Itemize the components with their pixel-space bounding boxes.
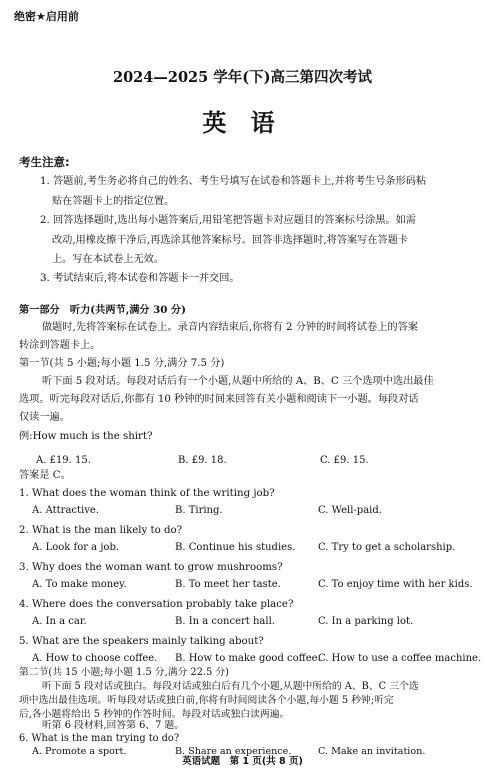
section2-directions-line: 项中选出最佳选项。听每段对话或独白前,你将有时间阅读各个小题,每小题 5 秒钟;听完 xyxy=(19,695,394,706)
section1-heading: 第一节(共 5 小题;每小题 1.5 分,满分 7.5 分) xyxy=(19,358,225,369)
notice-line: 2. 回答选择题时,选出每小题答案后,用铅笔把答题卡对应题目的答案标号涂黑。如需 xyxy=(40,215,416,226)
notice-line: 改动,用橡皮擦干净后,再选涂其他答案标号。回答非选择题时,将答案写在答题卡 xyxy=(52,234,409,246)
question-2-option-a: A. Look for a job. xyxy=(32,542,120,553)
material-note: 听第 6 段材料,回答第 6、7 题。 xyxy=(42,720,185,731)
part1-intro-line: 转涂到答题卡上。 xyxy=(19,340,101,351)
example-option-c: C. £9. 15. xyxy=(320,455,369,466)
subject-title: 英 语 xyxy=(202,109,283,137)
question-3-option-b: B. To meet her taste. xyxy=(175,579,281,590)
question-3: 3. Why does the woman want to grow mushrooms? xyxy=(19,562,283,573)
question-1: 1. What does the woman think of the writing job? xyxy=(19,488,275,499)
question-2: 2. What is the man likely to do? xyxy=(19,525,183,536)
part1-intro-line: 做题时,先将答案标在试卷上。录音内容结束后,你将有 2 分钟的时间将试卷上的答案 xyxy=(42,322,418,333)
example-option-a: A. £19. 15. xyxy=(36,455,91,466)
notice-item-3 xyxy=(40,269,472,289)
question-4-option-c: C. In a parking lot. xyxy=(318,616,414,627)
confidential-mark: 绝密★启用前 xyxy=(14,10,79,23)
section2-directions-line: 听下面 5 段对话或独白。每段对话或独白后有几个小题,从题中所给的 A、B、C 三个选 xyxy=(42,681,419,692)
question-6-option-a: A. Promote a sport. xyxy=(32,746,127,757)
section1-directions-line: 选项。听完每段对话后,你都有 10 秒钟的时间来回答有关小题和阅读下一小题。每段对话 xyxy=(19,394,419,405)
notice-item-1 xyxy=(40,172,472,211)
exam-title: 2024—2025 学年(下)高三第四次考试 xyxy=(113,69,372,86)
page-footer: 英语试题 第 1 页(共 8 页) xyxy=(182,756,303,767)
question-4-option-a: A. In a car. xyxy=(32,616,87,627)
question-3-option-a: A. To make money. xyxy=(32,579,127,590)
example-answer: 答案是 C。 xyxy=(19,470,71,481)
question-1-option-a: A. Attractive. xyxy=(32,505,99,516)
section2-directions-line: 后,各小题将给出 5 秒钟的作答时间。每段对话或独白读两遍。 xyxy=(19,709,290,720)
question-2-option-b: B. Continue his studies. xyxy=(175,542,296,553)
question-5-option-c: C. How to use a coffee machine. xyxy=(318,653,482,664)
notice-line: 贴在答题卡上的指定位置。 xyxy=(52,195,175,207)
question-6: 6. What is the man trying to do? xyxy=(19,733,180,744)
question-6-option-b: B. Share an experience. xyxy=(175,746,292,757)
question-1-option-c: C. Well-paid. xyxy=(318,505,382,516)
example-question: 例:How much is the shirt? xyxy=(19,431,153,442)
question-6-option-c: C. Make an invitation. xyxy=(318,746,426,757)
notice-line: 1. 答题前,考生务必将自己的姓名、考生号填写在试卷和答题卡上,并将考生号条形码粘 xyxy=(40,176,427,187)
example-option-b: B. £9. 18. xyxy=(178,455,227,466)
notice-item-2 xyxy=(40,211,472,270)
section2-heading: 第二节(共 15 小题;每小题 1.5 分,满分 22.5 分) xyxy=(19,667,229,678)
question-4-option-b: B. In a concert hall. xyxy=(175,616,275,627)
notice-line: 上。写在本试卷上无效。 xyxy=(52,254,165,265)
question-1-option-b: B. Tiring. xyxy=(175,505,223,516)
part1-heading: 第一部分 听力(共两节,满分 30 分) xyxy=(19,304,186,316)
question-5: 5. What are the speakers mainly talking about? xyxy=(19,636,264,647)
question-5-option-a: A. How to choose coffee. xyxy=(32,653,158,664)
section1-directions-line: 听下面 5 段对话。每段对话后有一个小题,从题中所给的 A、B、C 三个选项中选出最佳 xyxy=(42,376,434,387)
question-5-option-b: B. How to make good coffee. xyxy=(175,653,321,664)
section1-directions-line: 仅读一遍。 xyxy=(19,412,70,423)
question-4: 4. Where does the conversation probably take place? xyxy=(19,599,294,610)
question-2-option-c: C. Try to get a scholarship. xyxy=(318,542,456,553)
question-3-option-c: C. To enjoy time with her kids. xyxy=(318,579,473,590)
notice-line: 3. 考试结束后,将本试卷和答题卡一并交回。 xyxy=(40,273,240,284)
notice-heading: 考生注意: xyxy=(19,155,70,169)
